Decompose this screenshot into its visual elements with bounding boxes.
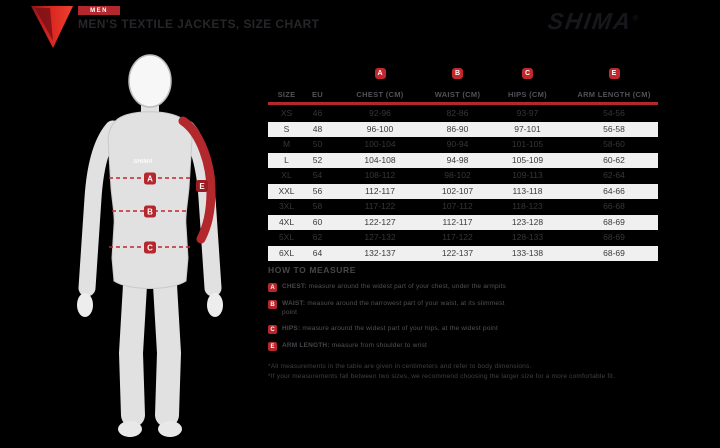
cell-chest: 96-100	[330, 122, 430, 138]
cell-arm: 58-60	[603, 139, 625, 149]
cell-arm: 68-69	[570, 215, 658, 231]
legend-item	[268, 341, 716, 351]
cell-arm: 66-68	[603, 201, 625, 211]
cell-chest: 127-132	[364, 232, 396, 242]
cell-eu: 64	[305, 246, 330, 262]
column-header: EU	[311, 90, 324, 99]
cell-waist: 112-117	[430, 215, 485, 231]
legend-item-text: ARM LENGTH: measure from shoulder to wrist	[282, 342, 427, 349]
header-divider	[268, 102, 658, 105]
cell-eu: 46	[312, 108, 323, 118]
legend-item-text: WAIST: measure around the narrowest part of your waist, at its slimmest point	[282, 300, 505, 316]
legend-item-text: HIPS: measure around the widest part of your hips, at the widest point	[282, 325, 498, 332]
cell-size: L	[268, 153, 305, 169]
column-badge-cell	[570, 68, 658, 81]
cell-eu: 60	[305, 215, 330, 231]
cell-waist: 94-98	[430, 153, 485, 169]
column-badge-cell	[305, 68, 330, 81]
human-silhouette	[45, 53, 265, 443]
legend-item	[268, 299, 716, 317]
column-header: HIPS (CM)	[508, 90, 547, 99]
marker-c	[144, 242, 156, 254]
legend-item	[268, 324, 716, 334]
cell-eu: 54	[312, 170, 323, 180]
cell-chest: 112-117	[330, 184, 430, 200]
cell-arm: 68-69	[603, 232, 625, 242]
right-hand	[207, 293, 223, 317]
cell-size: 3XL	[278, 201, 295, 211]
size-table	[268, 68, 658, 261]
brand-wordmark-text: SHIMA	[546, 8, 635, 34]
brand-triangle-logo	[28, 3, 76, 51]
torso	[108, 112, 192, 289]
footnote-line: *All measurements in the table are given in centimeters and refer to body dimensions.	[268, 363, 532, 370]
cell-size: XL	[281, 170, 292, 180]
cell-hips: 133-138	[485, 246, 570, 262]
legend-heading: HOW TO MEASURE	[268, 265, 357, 275]
cell-arm: 62-64	[603, 170, 625, 180]
column-badge-cell	[330, 68, 430, 81]
cell-hips: 93-97	[516, 108, 539, 118]
cell-chest: 132-137	[330, 246, 430, 262]
cell-waist: 102-107	[430, 184, 485, 200]
cell-chest: 100-104	[364, 139, 396, 149]
cell-eu: 56	[305, 184, 330, 200]
cell-arm: 68-69	[570, 246, 658, 262]
legend-letter-badge: A	[268, 283, 277, 292]
page-title: MEN'S TEXTILE JACKETS, SIZE CHART	[78, 17, 320, 31]
cell-arm: 56-58	[570, 122, 658, 138]
cell-chest: 92-96	[369, 108, 391, 118]
brand-wordmark	[546, 8, 700, 35]
cell-size: S	[268, 122, 305, 138]
legend-item	[268, 282, 716, 292]
legend-letter-badge: B	[268, 300, 277, 309]
legend-letter-badge: E	[268, 342, 277, 351]
footnotes	[268, 362, 716, 381]
cell-waist: 98-102	[444, 170, 471, 180]
cell-hips: 101-105	[511, 139, 544, 149]
cell-arm: 60-62	[570, 153, 658, 169]
cell-hips: 128-133	[511, 232, 544, 242]
cell-eu: 48	[305, 122, 330, 138]
cell-size: 4XL	[268, 215, 305, 231]
cell-hips: 109-113	[512, 170, 543, 180]
right-foot	[158, 421, 182, 437]
cell-arm: 64-66	[570, 184, 658, 200]
cell-size: 5XL	[278, 232, 295, 242]
footnote-line: *If your measurements fall between two sizes, we recommend choosing the larger size for a more comfortable fit.	[268, 372, 615, 380]
registered-mark: ®	[632, 13, 640, 23]
left-foot	[118, 421, 142, 437]
column-badge-c: C	[522, 68, 533, 79]
svg-text:E: E	[199, 182, 205, 191]
svg-text:B: B	[147, 207, 153, 217]
cell-waist: 122-137	[430, 246, 485, 262]
cell-eu: 52	[305, 153, 330, 169]
cell-chest: 104-108	[330, 153, 430, 169]
cell-eu: 58	[312, 201, 323, 211]
cell-waist: 82-86	[446, 108, 469, 118]
cell-size: M	[282, 139, 291, 149]
marker-a	[144, 173, 156, 185]
column-header: CHEST (CM)	[356, 90, 404, 99]
cell-eu: 50	[312, 139, 323, 149]
cell-eu: 62	[312, 232, 323, 242]
measurement-figure	[45, 53, 265, 443]
cell-size: XXL	[268, 184, 305, 200]
right-leg	[165, 285, 169, 415]
column-badge-cell	[430, 68, 485, 81]
cell-chest: 117-122	[364, 201, 396, 211]
cell-size: 6XL	[268, 246, 305, 262]
chest-logo: SHIMA	[133, 159, 153, 165]
cell-waist: 90-94	[446, 139, 469, 149]
column-header: WAIST (CM)	[434, 90, 481, 99]
cell-chest: 122-127	[330, 215, 430, 231]
legend-items	[268, 282, 716, 351]
left-hand	[77, 293, 93, 317]
cell-hips: 118-123	[512, 201, 543, 211]
column-badge-e: E	[609, 68, 620, 79]
svg-text:C: C	[147, 243, 153, 253]
cell-waist: 117-122	[442, 232, 473, 242]
marker-e	[196, 180, 208, 192]
column-badge-cell	[485, 68, 570, 81]
cell-hips: 105-109	[485, 153, 570, 169]
svg-text:A: A	[147, 174, 153, 184]
column-badge-cell	[268, 68, 305, 81]
cell-hips: 113-118	[485, 184, 570, 200]
legend-letter-badge: C	[268, 325, 277, 334]
cell-chest: 108-112	[364, 170, 396, 180]
men-badge-label: MEN	[90, 7, 108, 14]
column-header: ARM LENGTH (CM)	[577, 90, 651, 99]
left-leg	[131, 285, 135, 415]
column-badge-a: A	[375, 68, 386, 79]
legend-item-text: CHEST: measure around the widest part of your chest, under the armpits	[282, 283, 506, 290]
column-header: SIZE	[277, 90, 296, 99]
column-badge-b: B	[452, 68, 463, 79]
cell-size: XS	[280, 108, 293, 118]
marker-b	[144, 206, 156, 218]
cell-hips: 123-128	[485, 215, 570, 231]
cell-waist: 107-112	[442, 201, 473, 211]
head	[129, 55, 171, 107]
men-badge	[78, 6, 120, 15]
measure-legend	[268, 265, 716, 381]
cell-arm: 54-56	[603, 108, 625, 118]
cell-waist: 86-90	[430, 122, 485, 138]
cell-hips: 97-101	[485, 122, 570, 138]
